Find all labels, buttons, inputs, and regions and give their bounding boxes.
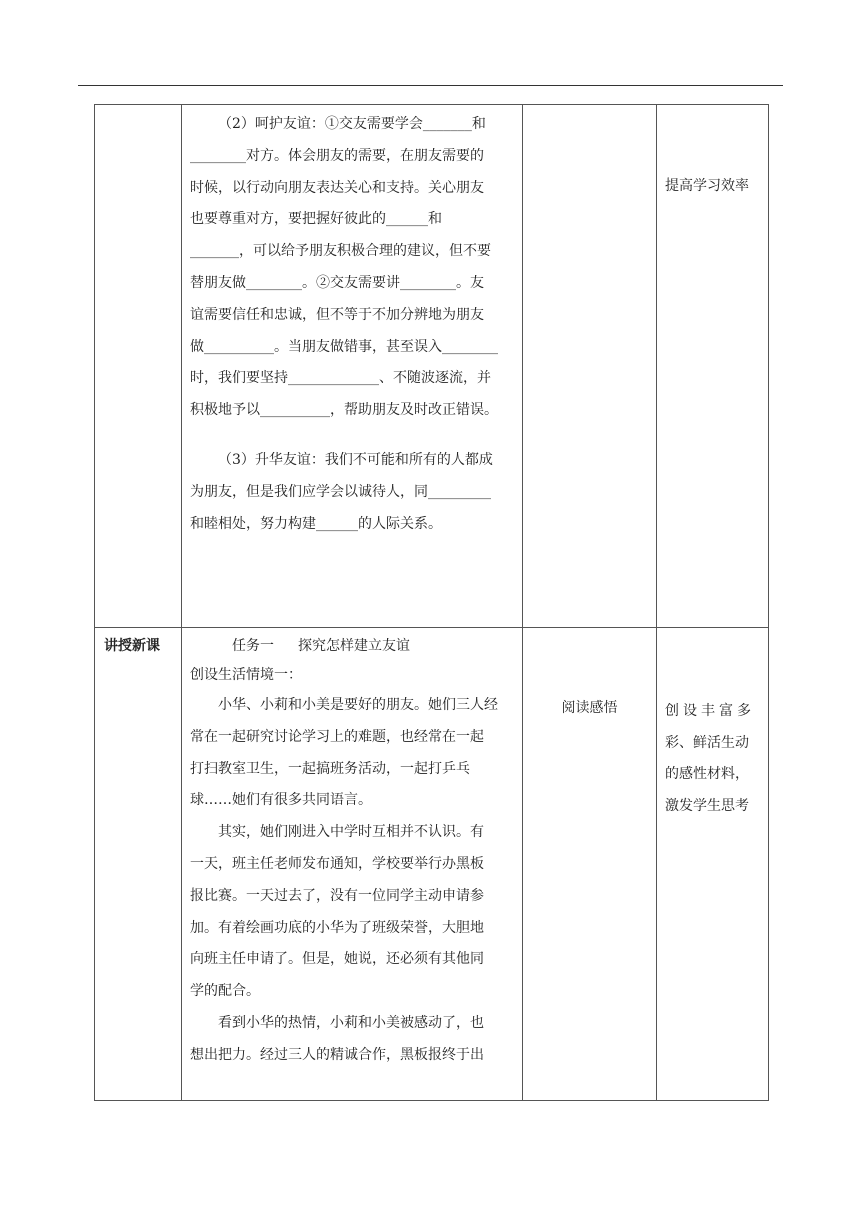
task-title (190, 632, 516, 661)
content-cell (182, 628, 523, 1101)
intent-line: 彩、鲜活生动 (665, 734, 749, 751)
care-line: 时候，以行动向朋友表达关心和支持。关心朋友 (190, 179, 484, 196)
intent-cell (657, 628, 769, 1101)
story-line: 学的配合。 (190, 983, 260, 1000)
lesson-plan-table (94, 104, 769, 1101)
section-cell (95, 628, 182, 1101)
story-line: 小华、小莉和小美是要好的朋友。她们三人经 (218, 697, 498, 713)
task-number: 任务一 (232, 638, 274, 654)
table-row (95, 628, 769, 1101)
care-line: （2）呵护友谊：①交友需要学会_______和 (218, 116, 486, 132)
story-line: 报比赛。一天过去了，没有一位同学主动申请参 (190, 887, 484, 904)
task-block (182, 628, 522, 1072)
care-line: 积极地予以__________，帮助朋友及时改正错误。 (190, 402, 498, 419)
care-line: _______，可以给予朋友积极合理的建议，但不要 (190, 243, 491, 260)
story-line: 常在一起研究讨论学习上的难题，也经常在一起 (190, 728, 484, 745)
care-line: 做__________。当朋友做错事，甚至误入________ (190, 338, 498, 355)
story-line: 其实，她们刚进入中学时互相并不认识。有 (218, 824, 484, 841)
care-line: ________对方。体会朋友的需要，在朋友需要的 (190, 147, 484, 164)
task-name: 探究怎样建立友谊 (298, 638, 410, 654)
table-row (95, 105, 769, 628)
story-line: 一天，班主任老师发布通知，学校要举行办黑板 (190, 855, 484, 872)
friendship-care-block (182, 105, 522, 540)
intent-line: 创设丰富多 (665, 703, 755, 719)
upgrade-line: 为朋友，但是我们应学会以诚待人，同_________ (190, 483, 491, 500)
scene-label: 创设生活情境一： (190, 667, 302, 683)
intent-cell (657, 105, 769, 628)
care-line: 谊需要信任和忠诚，但不等于不加分辨地为朋友 (190, 306, 484, 323)
story-line: 加。有着绘画功底的小华为了班级荣誉，大胆地 (190, 919, 484, 936)
upgrade-line: （3）升华友谊：我们不可能和所有的人都成 (218, 451, 493, 468)
care-line: 时，我们要坚持_____________、不随波逐流，并 (190, 370, 491, 387)
activity-cell (523, 628, 657, 1101)
intent-line: 激发学生思考 (665, 797, 749, 814)
care-line: 也要尊重对方，要把握好彼此的______和 (190, 211, 442, 228)
story-line: 球……她们有很多共同语言。 (190, 792, 372, 809)
story-line: 看到小华的热情，小莉和小美被感动了，也 (218, 1014, 484, 1031)
section-cell (95, 105, 182, 628)
activity-cell (523, 105, 657, 628)
story-line: 向班主任申请了。但是，她说，还必须有其他同 (190, 951, 484, 968)
purpose-text: 提高学习效率 (665, 178, 749, 194)
story-line: 想出把力。经过三人的精诚合作，黑板报终于出 (190, 1046, 484, 1063)
intent-line: 的感性材料， (665, 766, 749, 782)
story-line: 打扫教室卫生，一起搞班务活动，一起打乒乓 (190, 760, 470, 777)
student-activity: 阅读感悟 (561, 700, 618, 716)
header-rule (78, 85, 783, 86)
content-cell (182, 105, 523, 628)
design-intent (657, 628, 768, 822)
care-line: 替朋友做________。②交友需要讲________。友 (190, 274, 484, 291)
upgrade-line: 和睦相处，努力构建______的人际关系。 (190, 515, 442, 532)
section-label: 讲授新课 (104, 638, 160, 654)
